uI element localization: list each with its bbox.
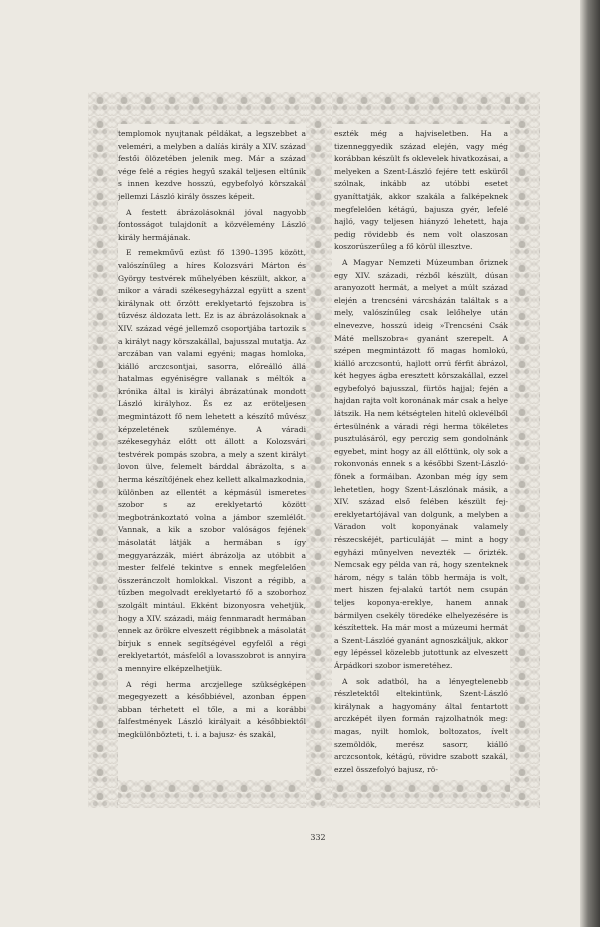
floral-border-right	[510, 92, 540, 808]
text-column-left	[118, 128, 306, 778]
book-page-edge	[580, 0, 600, 927]
floral-border-left	[88, 92, 118, 808]
page-number: 332	[310, 833, 326, 842]
paragraph: E remekművű ezüst fő 1390–1395 között, valószínűleg a híres Kolozsvári Márton és György testvérek műhelyében készült, akkor, a mikor a váradi székesegyházzal együtt a szent királynak ott őrzött ereklyetartó fejszobra is tűzvész áldozata lett. Ez is az ábrázolásoknak a XIV. század végé jellemző csoportjába tartozik s a királyt nagy körszakállal, bajusszal mutatja. Az arczában van valami egyéni; magas homloka, kiálló arczcsontjai, sasorra, előreálló állá hatalmas egyéniségre vallanak s méltók a krónika által is királyi ábrázatúnak mondott László királyhoz. És ez az eröteljesen megmintázott fő nem lehetett a készítő művész képzeletének szüleménye. A váradi székesegyház előtt ott állott a Kolozsvári testvérek pompás szobra, a mely a szent királyt lovon ülve, felemelt bárddal ábrázolta, s a herma készítőjének ehez kellett alkalmazkodnia, különben az ellentét a képmásúl ismeretes szobor s az ereklyetartó között megbotránkoztató volna a jámbor szemlélőt. Vannak, a kik a szobor valóságos fejének másolatát látják a hermában s így meggyarázzák, miért ábrázolja az utóbbit a mester felfelé tekintve s ennek megfelelően összeránczolt homlokkal. Viszont a régibb, a tűzben megolvadt ereklyetartó fő a szoborhoz szolgált mintául. Ekként bizonyosra vehetjük, hogy a XIV. századi, máig fennmaradt hermában ennek az örökre elveszett régibbnek a másolatát bírjuk s ennek segítségével egyfelől a régi ereklyetartót, másfelől a lovasszobrot is annyira a mennyire elképzelhetjük.	[118, 248, 306, 673]
paragraph: A régi herma arczjellege szükségképen megegyezett a későbbiével, azonban éppen abban térhetett el tőle, a mi a korábbi falfestmények László királyait a későbbiektől megkülönbözteti, t. i. a bajusz- és szakál,	[118, 679, 306, 739]
paragraph: eszték még a hajviseletben. Ha a tizenneggyedik század elején, vagy még korábban készült fs oklevelek hivatkozásai, a melyeken a Szent-László fejére tett esküről szólnak, inkább az utóbbi esetet gyaníttatják, akkor szakála a falképeknek megfelelően kétágú, bajusza gyér, lefelé hajló, vagy teljesen hiányzó lehetett, haja pedig rövidebb és nem volt olaszosan koszorúszerűleg a fő körül illesztve.	[334, 129, 508, 252]
floral-border-middle	[306, 92, 332, 808]
paragraph: A festett ábrázolásoknál jóval nagyobb fontosságot tulajdonít a közvélemény László király hermájának.	[118, 207, 306, 242]
paragraph: templomok nyujtanak példákat, a legszebbet a veleméri, a melyben a dalíás király a XIV. század festői ölözetében jelenik meg. Már a század vége felé a régies hegyű szakál teljesen eltűnik s innen kezdve hosszú, egybefolyó körszakál jellemzi László király összes képeit.	[118, 129, 306, 201]
text-column-right	[334, 128, 508, 778]
paragraph: A sok adatból, ha a lényegtelenebb részletektől eltekintünk, Szent-László királynak a hagyomány által fentartott arczképét ilyen formán rajzolhatnók meg: magas, nyilt homlok, boltozatos, ívelt szemöldök, merész sasorr, kiálló arczcsontok, kétágú, rövidre szabott szakál, ezzel összefolyó bajusz, rö-	[334, 676, 508, 774]
paragraph: A Magyar Nemzeti Múzeumban őriznek egy XIV. századi, rézből készült, dúsan aranyozott hermát, a melyet a múlt század elején a trencséni várcsházán találtak s a mely, valószínűleg csak lelőhelye után elnevezve, hosszú ideig »Trencséni Csák Máté mellszobra« gyanánt szerepelt. A szépen megmintázott fő magas homlokú, kiálló arczcsontú, hajlott orrú férfit ábrázol, két hegyes ágba eresztett körszakállal, ezzel egybefolyó bajusszal, fürtös hajjal; fején a hajdan rajta volt koronának már csak a helye látszik. Ha nem kétségtelen hitelű oklevélből értesülnénk a váradi régi herma tökéletes pusztulásáról, egy perczig sem gondolnánk egyebet, mint hogy az áll előttünk, oly sok a rokonvonás ennek s a későbbi Szent-László-fönek a formáiban. Azonban még így sem lehetetlen, hogy Szent-Lászlónak másik, a XIV. század első felében készült fej-ereklyetartójával van dolgunk, a melyben a Váradon volt koponyának valamely részecskéjét, particuláját — mint a hogy egyházi műnyelven nevezték — őrizték. Nemcsak egy példa van rá, hogy szenteknek három, négy s talán több hermája is volt, mert hiszen fej-alakú tartót nem csupán teljes koponya-ereklye, hanem annak bármilyen csekély töredéke elhelyezésére is készítettek. Ha már most a múzeumi hermát a Szent-Lászlóé gyanánt agnoszkáljuk, akkor egy lépéssel közelebb jutottunk az elveszett Árpádkori szobor ismeretéhez.	[334, 257, 508, 670]
